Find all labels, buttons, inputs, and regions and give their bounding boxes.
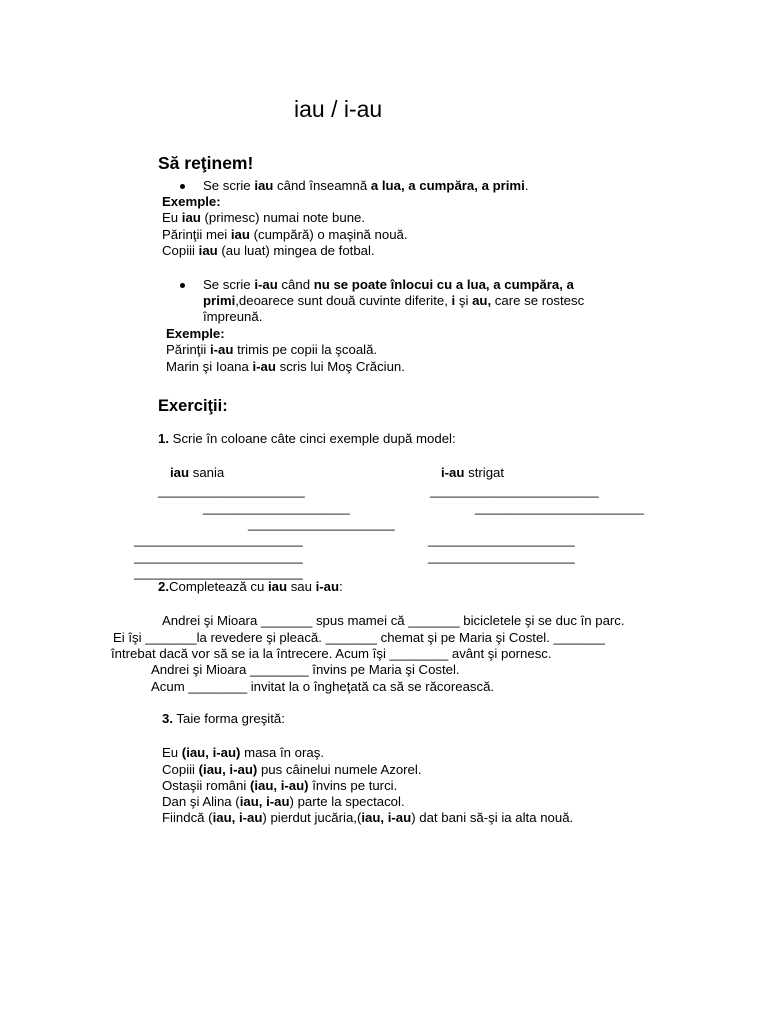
bullet-icon <box>180 184 185 189</box>
fill-in-line: Ei îşi _______la revedere şi pleacă. _______ chemat şi pe Maria şi Costel. _______ <box>113 630 605 645</box>
exercise-3-instruction: 3. Taie forma greşită: <box>162 711 285 726</box>
bullet-icon <box>180 283 185 288</box>
fill-in-line: Acum ________ invitat la o îngheţată ca să se răcorească. <box>151 679 495 694</box>
sentence-line: Dan şi Alina (iau, i-au) parte la spectacol. <box>162 794 405 809</box>
column-head-i-au: i-au strigat <box>441 465 505 480</box>
answer-blank[interactable]: _______________________ <box>134 565 303 580</box>
answer-blank[interactable]: ____________________ <box>158 483 305 498</box>
examples-label: Exemple: <box>166 326 225 341</box>
section-heading-retinem: Să reţinem! <box>158 153 254 173</box>
page-title: iau / i-au <box>294 96 383 122</box>
sentence-line: Eu (iau, i-au) masa în oraş. <box>162 745 324 760</box>
example-line: Marin şi Ioana i-au scris lui Moş Crăciun. <box>166 359 405 374</box>
answer-blank[interactable]: _______________________ <box>134 549 303 564</box>
fill-in-line: întrebat dacă vor să se ia la întrecere. Acum îşi ________ avânt şi pornesc. <box>111 646 552 661</box>
rule-iau: Se scrie iau când înseamnă a lua, a cumpăra, a primi. <box>203 178 529 193</box>
example-line: Copiii iau (au luat) mingea de fotbal. <box>162 243 375 258</box>
answer-blank[interactable]: ____________________ <box>203 500 350 515</box>
section-heading-exercitii: Exerciţii: <box>158 397 228 415</box>
rule-i-au-line2: primi,deoarece sunt două cuvinte diferite, i şi au, care se rostesc <box>203 293 585 308</box>
answer-blank[interactable]: _______________________ <box>475 500 644 515</box>
answer-blank[interactable]: _______________________ <box>430 483 599 498</box>
example-line: Părinţii mei iau (cumpără) o maşină nouă. <box>162 227 408 242</box>
answer-blank[interactable]: ____________________ <box>428 532 575 547</box>
answer-blank[interactable]: _______________________ <box>134 532 303 547</box>
rule-i-au-line3: împreună. <box>203 309 263 324</box>
fill-in-line: Andrei şi Mioara _______ spus mamei că _______ bicicletele şi se duc în parc. <box>162 613 625 628</box>
examples-label: Exemple: <box>162 194 221 209</box>
exercise-2-instruction: 2.Completează cu iau sau i-au: <box>158 579 343 594</box>
answer-blank[interactable]: ____________________ <box>248 516 395 531</box>
answer-blank[interactable]: ____________________ <box>428 549 575 564</box>
example-line: Eu iau (primesc) numai note bune. <box>162 210 366 225</box>
sentence-line: Ostaşii români (iau, i-au) învins pe turci. <box>162 778 398 793</box>
example-line: Părinţii i-au trimis pe copii la şcoală. <box>166 342 378 357</box>
fill-in-line: Andrei şi Mioara ________ învins pe Maria şi Costel. <box>151 662 460 677</box>
sentence-line: Fiindcă (iau, i-au) pierdut jucăria,(iau, i-au) dat bani să-şi ia alta nouă. <box>162 810 574 825</box>
sentence-line: Copiii (iau, i-au) pus câinelui numele Azorel. <box>162 762 422 777</box>
exercise-1-instruction: 1. Scrie în coloane câte cinci exemple după model: <box>158 431 456 446</box>
rule-i-au-line1: Se scrie i-au când nu se poate înlocui cu a lua, a cumpăra, a <box>203 277 574 292</box>
column-head-iau: iau sania <box>170 465 225 480</box>
